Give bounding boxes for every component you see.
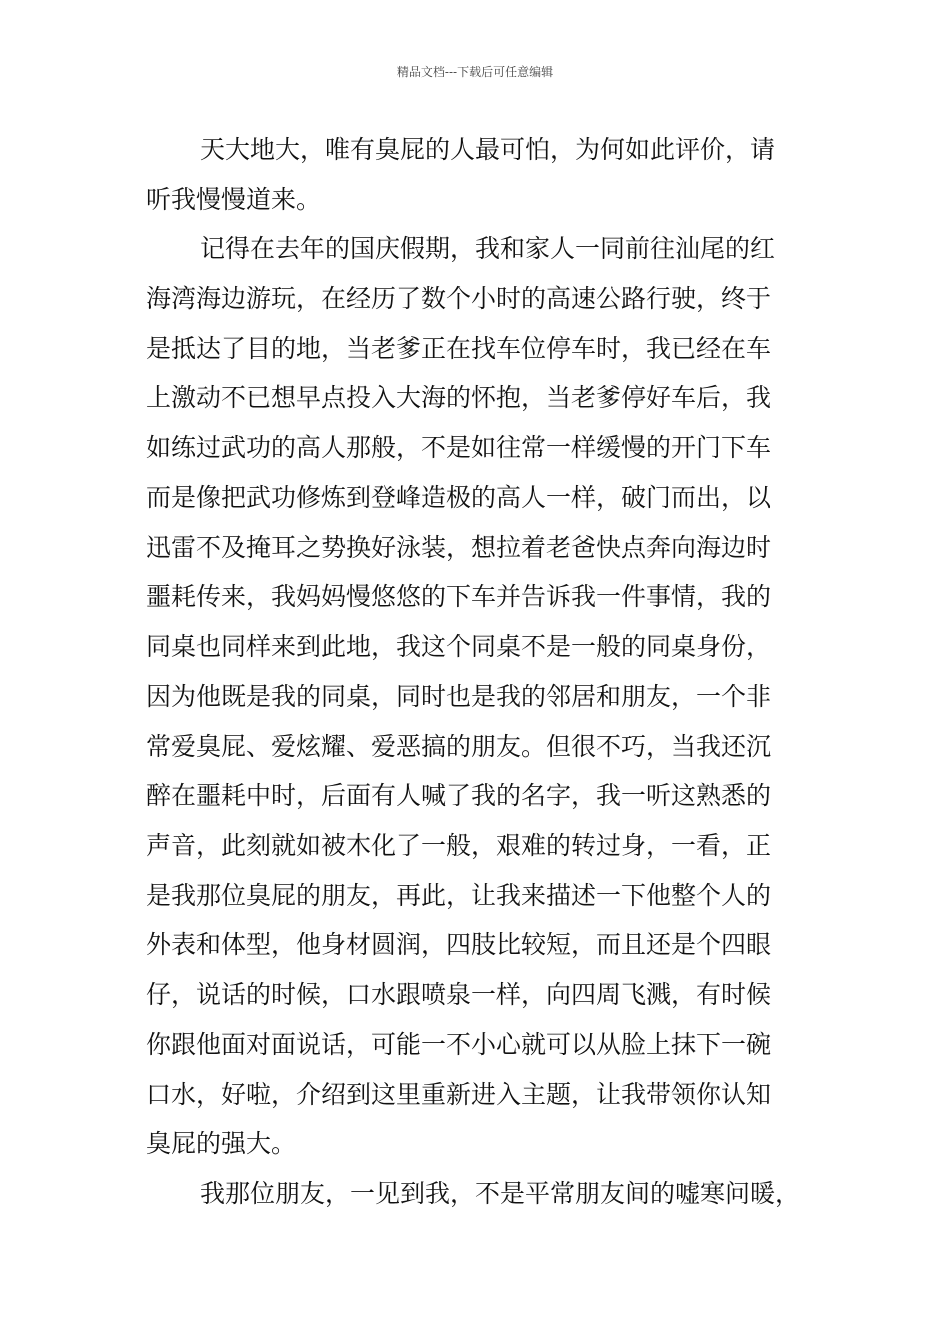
text-line: 海湾海边游玩，在经历了数个小时的高速公路行驶，终于 <box>146 284 772 313</box>
page-header: 精品文档---下载后可任意编辑 <box>396 65 554 79</box>
text-line: 你跟他面对面说话，可能一不小心就可以从脸上抹下一碗 <box>146 1030 772 1059</box>
text-line: 常爱臭屁、爱炫耀、爱恶搞的朋友。但很不巧，当我还沉 <box>146 732 772 761</box>
text-line: 是抵达了目的地，当老爹正在找车位停车时，我已经在车 <box>146 334 772 363</box>
text-line: 听我慢慢道来。 <box>146 185 322 214</box>
text-line: 噩耗传来，我妈妈慢悠悠的下车并告诉我一件事情，我的 <box>146 582 772 611</box>
text-line: 外表和体型，他身材圆润，四肢比较短，而且还是个四眼 <box>146 930 772 959</box>
text-line: 醉在噩耗中时，后面有人喊了我的名字，我一听这熟悉的 <box>146 781 772 810</box>
text-line: 迅雷不及掩耳之势换好泳装，想拉着老爸快点奔向海边时 <box>146 533 772 562</box>
text-line: 天大地大，唯有臭屁的人最可怕，为何如此评价，请 <box>200 135 776 164</box>
text-line: 仔，说话的时候，口水跟喷泉一样，向四周飞溅，有时候 <box>146 980 772 1009</box>
text-line: 因为他既是我的同桌，同时也是我的邻居和朋友，一个非 <box>146 682 772 711</box>
text-line: 而是像把武功修炼到登峰造极的高人一样，破门而出，以 <box>146 483 772 512</box>
text-line: 我那位朋友，一见到我，不是平常朋友间的嘘寒问暖， <box>200 1179 801 1208</box>
text-line: 上激动不已想早点投入大海的怀抱，当老爹停好车后，我 <box>146 383 772 412</box>
text-line: 臭屁的强大。 <box>146 1129 297 1158</box>
text-line: 记得在去年的国庆假期，我和家人一同前往汕尾的红 <box>200 234 776 263</box>
text-line: 声音，此刻就如被木化了一般，艰难的转过身，一看，正 <box>146 831 772 860</box>
text-line: 同桌也同样来到此地，我这个同桌不是一般的同桌身份， <box>146 632 772 661</box>
text-line: 如练过武功的高人那般，不是如往常一样缓慢的开门下车 <box>146 433 772 462</box>
text-line: 是我那位臭屁的朋友，再此，让我来描述一下他整个人的 <box>146 881 772 910</box>
text-line: 口水，好啦，介绍到这里重新进入主题，让我带领你认知 <box>146 1080 772 1109</box>
